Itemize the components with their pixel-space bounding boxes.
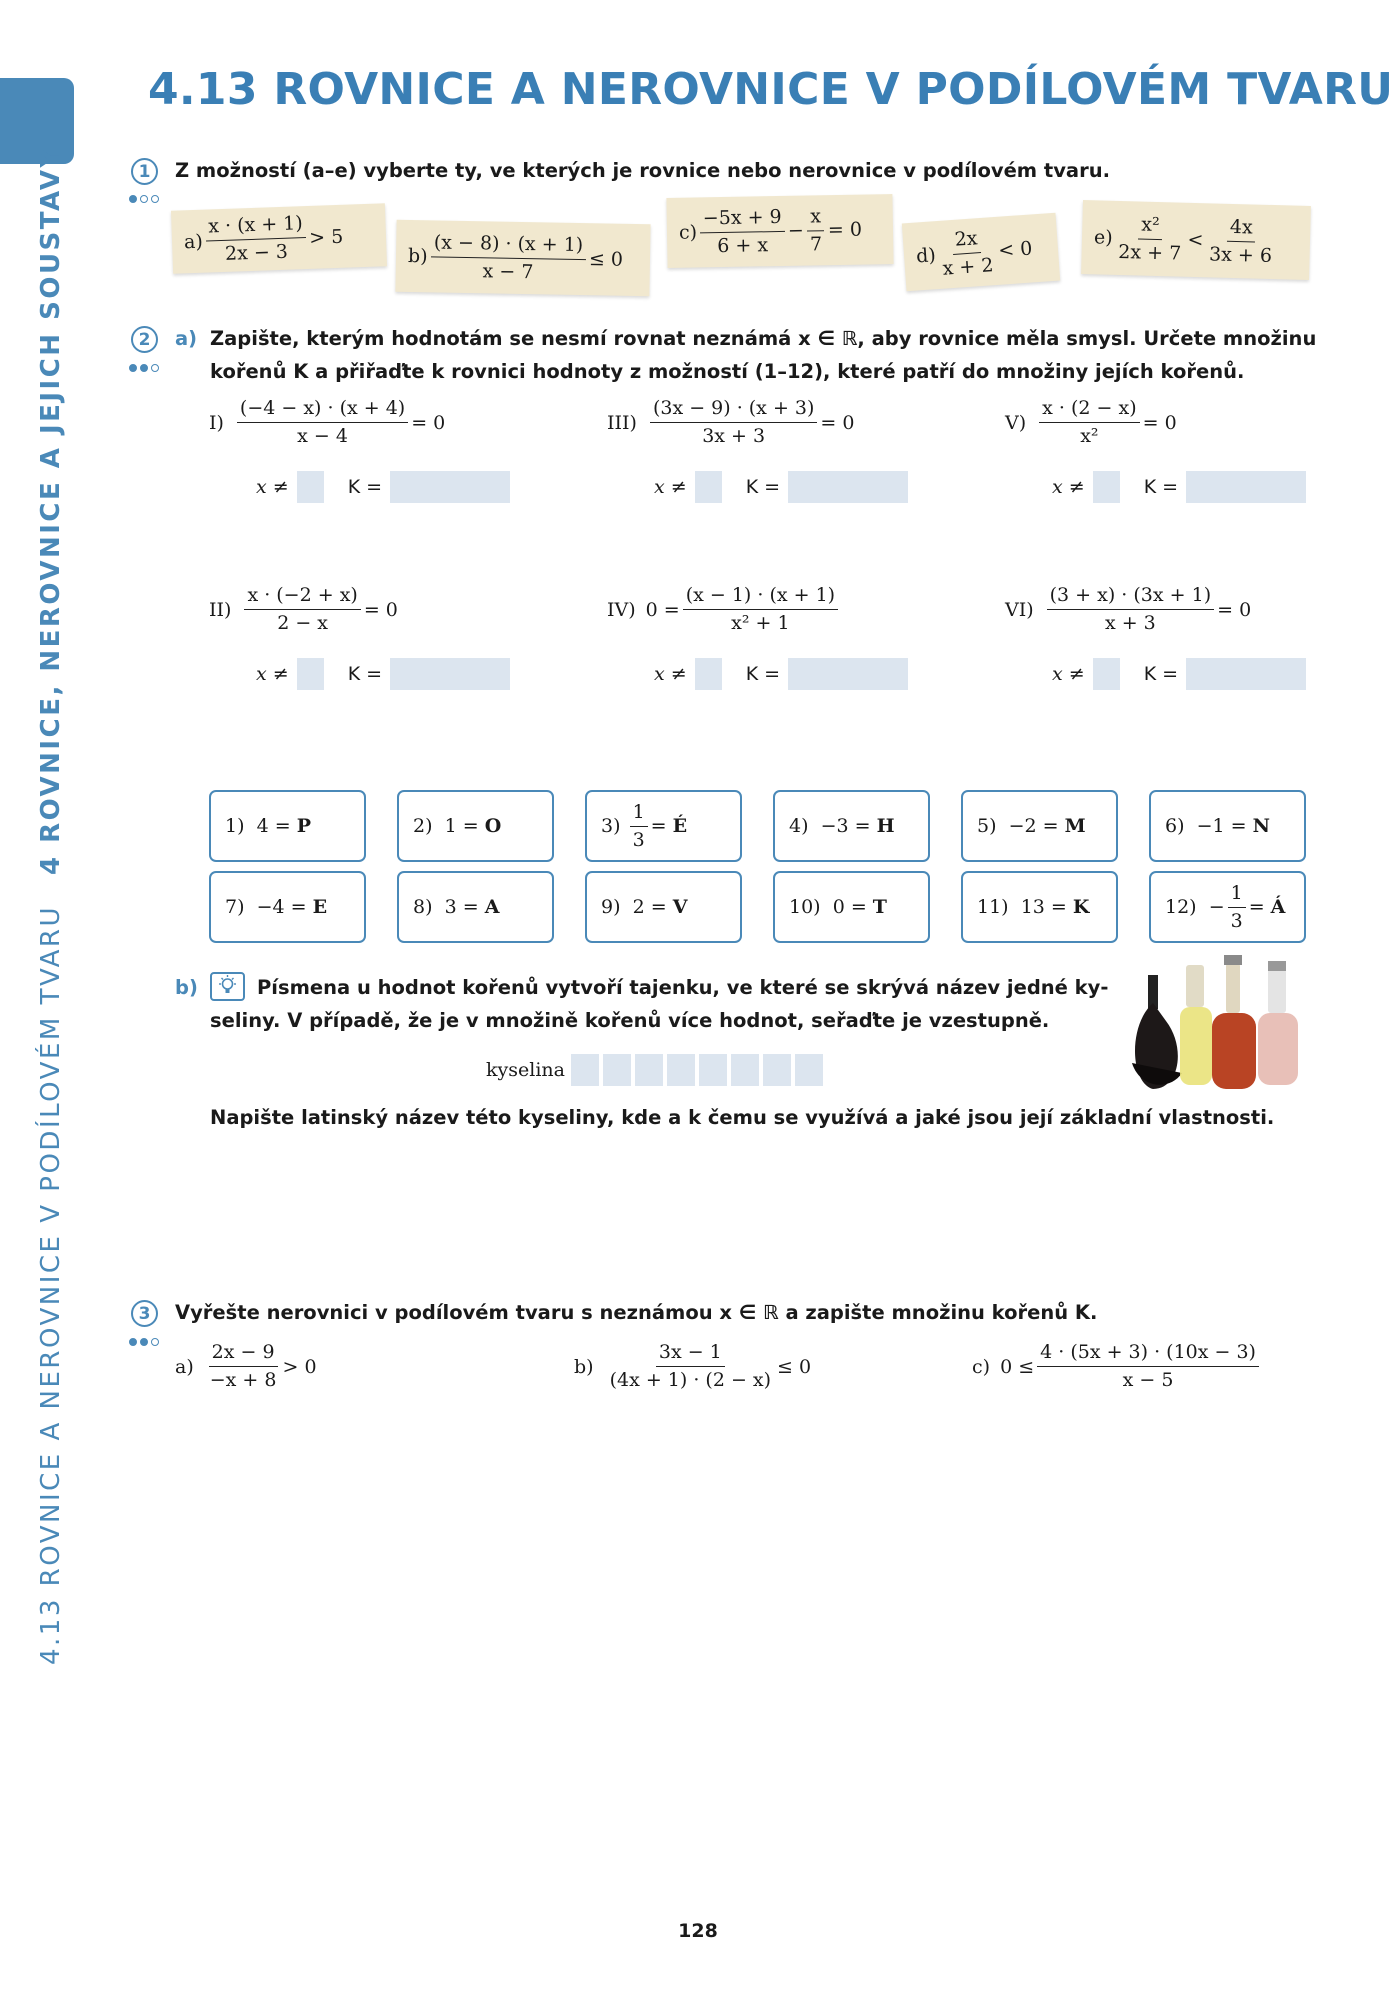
denominator: (4x + 1) · (2 − x) xyxy=(609,1369,772,1391)
option-box-1[interactable] xyxy=(209,790,366,862)
denominator: 2 − x xyxy=(277,612,329,634)
option-number: 12) xyxy=(1165,896,1197,918)
option-number: 4) xyxy=(789,815,809,837)
denominator: x + 2 xyxy=(941,253,995,280)
numerator: 2x xyxy=(951,226,982,255)
numerator: (x − 1) · (x + 1) xyxy=(683,583,838,610)
option-box-12[interactable] xyxy=(1149,871,1306,943)
difficulty-2-icon xyxy=(129,364,159,372)
root-set-input[interactable] xyxy=(788,471,908,503)
option-e-note xyxy=(1081,200,1311,280)
answer-row-I xyxy=(256,471,510,503)
option-value: = xyxy=(650,815,667,837)
denominator: 3 xyxy=(632,828,645,851)
option-number: 2) xyxy=(413,815,433,837)
numerator: x² xyxy=(1138,212,1163,240)
x-not-equal-label: x ≠ xyxy=(654,476,687,498)
numerator: 4x xyxy=(1227,214,1257,242)
option-c-note xyxy=(666,194,893,268)
answer-row-III xyxy=(654,471,908,503)
numerator: 1 xyxy=(1228,881,1246,908)
denominator: x² + 1 xyxy=(731,612,790,634)
option-number: 11) xyxy=(977,896,1009,918)
root-set-label: K = xyxy=(347,663,383,685)
numerator: x · (−2 + x) xyxy=(244,583,360,610)
option-value: 0 = xyxy=(832,896,867,918)
option-letter: É xyxy=(672,815,688,837)
part-b-label-text: b) xyxy=(175,976,198,999)
denominator: x + 3 xyxy=(1104,612,1156,634)
tajenka-label: kyselina xyxy=(486,1059,565,1081)
option-value: −4 = xyxy=(256,896,307,918)
root-set-label: K = xyxy=(347,476,383,498)
sidebar-section-number: 4.13 xyxy=(36,1597,66,1665)
inequality-b xyxy=(574,1340,811,1393)
answer-row-VI xyxy=(1052,658,1306,690)
option-number: 3) xyxy=(601,815,621,837)
operator: < xyxy=(1187,228,1204,252)
numerator: x xyxy=(807,204,824,231)
difficulty-1-icon xyxy=(129,195,159,203)
option-number: 5) xyxy=(977,815,997,837)
page-number: 128 xyxy=(678,1920,718,1942)
option-value: 2 = xyxy=(632,896,667,918)
option-letter: N xyxy=(1252,815,1270,837)
sidebar-running-head xyxy=(36,146,66,1665)
equation-IV xyxy=(607,583,841,636)
numerator: (−4 − x) · (x + 4) xyxy=(237,396,408,423)
numerator: x · (x + 1) xyxy=(205,211,306,241)
option-letter: A xyxy=(484,896,500,918)
inequality-tail: ≤ 0 xyxy=(777,1355,812,1378)
equation-III xyxy=(607,396,854,449)
part-a-label: a) xyxy=(175,327,198,350)
option-label: a) xyxy=(183,230,204,253)
option-letter: T xyxy=(872,896,887,918)
option-letter: O xyxy=(484,815,502,837)
denominator: −x + 8 xyxy=(209,1369,277,1391)
option-box-8[interactable] xyxy=(397,871,554,943)
equation-II xyxy=(209,583,398,636)
denominator: 2x − 3 xyxy=(224,240,289,265)
denominator: 2x + 7 xyxy=(1118,240,1182,265)
root-set-input[interactable] xyxy=(1186,471,1306,503)
tajenka-cell[interactable] xyxy=(763,1054,791,1086)
root-set-label: K = xyxy=(1143,663,1179,685)
option-letter: V xyxy=(672,896,688,918)
task-2a-text xyxy=(175,322,197,355)
task-1-text: Z možností (a–e) vyberte ty, ve kterých je rovnice nebo nerovnice v podílovém tvaru. xyxy=(175,159,1111,182)
option-letter: M xyxy=(1064,815,1086,837)
x-not-equal-label: x ≠ xyxy=(256,663,289,685)
sidebar-section-title: ROVNICE A NEROVNICE V PODÍLOVÉM TVARU xyxy=(36,905,66,1587)
part-b-line1: Písmena u hodnot kořenů vytvoří tajenku, ve které se skrývá název jedné ky- xyxy=(257,976,1109,999)
page-title: 4.13 ROVNICE A NEROVNICE V PODÍLOVÉM TVARU xyxy=(148,64,1394,115)
inequality-tail: > 0 xyxy=(282,1355,317,1378)
numerator: −5x + 9 xyxy=(700,204,785,232)
root-set-label: K = xyxy=(745,663,781,685)
root-set-label: K = xyxy=(1143,476,1179,498)
x-neq-input[interactable] xyxy=(695,471,722,503)
equation-V xyxy=(1005,396,1177,449)
part-b-line2: seliny. V případě, že je v množině kořenů více hodnot, seřaďte je vzestupně. xyxy=(210,1009,1050,1032)
part-b-line3: Napište latinský název této kyseliny, kde a k čemu se využívá a jaké jsou její základní vlastnosti. xyxy=(210,1106,1275,1129)
option-a-note xyxy=(171,203,387,273)
numerator: (x − 8) · (x + 1) xyxy=(431,230,587,260)
numerator: (3x − 9) · (x + 3) xyxy=(650,396,817,423)
x-neq-input[interactable] xyxy=(1093,658,1120,690)
equation-tail: = 0 xyxy=(820,411,855,434)
option-value: 4 = xyxy=(256,815,291,837)
option-letter: P xyxy=(296,815,312,837)
option-number: 1) xyxy=(225,815,245,837)
x-not-equal-label: x ≠ xyxy=(654,663,687,685)
item-label: b) xyxy=(574,1355,594,1378)
numerator: x · (2 − x) xyxy=(1039,396,1139,423)
option-tail: < 0 xyxy=(997,237,1034,262)
denominator: x² xyxy=(1080,425,1099,447)
option-tail: = 0 xyxy=(827,218,863,242)
denominator: 7 xyxy=(809,232,823,255)
option-value: 1 = xyxy=(444,815,479,837)
task-1-number: 1 xyxy=(131,158,158,185)
lightbulb-icon xyxy=(210,972,245,1001)
option-box-7[interactable] xyxy=(209,871,366,943)
answer-row-V xyxy=(1052,471,1306,503)
option-value: −2 = xyxy=(1008,815,1059,837)
denominator: x − 7 xyxy=(482,259,534,283)
answer-row-II xyxy=(256,658,510,690)
x-neq-input[interactable] xyxy=(1093,471,1120,503)
sidebar-chapter-title: 4 ROVNICE, NEROVNICE A JEJICH SOUSTAVY xyxy=(36,146,66,876)
x-not-equal-label: x ≠ xyxy=(1052,663,1085,685)
numerator: 3x − 1 xyxy=(656,1340,725,1367)
equation-tail: = 0 xyxy=(1217,598,1252,621)
numerator: 1 xyxy=(630,800,648,827)
equation-tail: = 0 xyxy=(411,411,446,434)
option-box-5[interactable] xyxy=(961,790,1118,862)
tajenka-cell[interactable] xyxy=(699,1054,727,1086)
option-box-6[interactable] xyxy=(1149,790,1306,862)
item-label: a) xyxy=(175,1355,194,1378)
x-not-equal-label: x ≠ xyxy=(256,476,289,498)
root-set-input[interactable] xyxy=(788,658,908,690)
denominator: x − 5 xyxy=(1122,1369,1174,1391)
option-tail: ≤ 0 xyxy=(588,248,624,271)
x-neq-input[interactable] xyxy=(695,658,722,690)
tajenka-cell[interactable] xyxy=(571,1054,599,1086)
option-box-9[interactable] xyxy=(585,871,742,943)
tajenka-cell[interactable] xyxy=(603,1054,631,1086)
option-number: 10) xyxy=(789,896,821,918)
option-value: −3 = xyxy=(820,815,871,837)
option-number: 7) xyxy=(225,896,245,918)
equation-label: VI) xyxy=(1005,598,1034,621)
tajenka-cell[interactable] xyxy=(635,1054,663,1086)
denominator: 3x + 3 xyxy=(702,425,766,447)
option-letter: Á xyxy=(1270,896,1286,918)
inequality-c xyxy=(972,1340,1262,1393)
numerator: 4 · (5x + 3) · (10x − 3) xyxy=(1037,1340,1259,1367)
part-b-label xyxy=(175,971,198,1004)
equation-label: V) xyxy=(1005,411,1027,434)
equation-label: III) xyxy=(607,411,637,434)
option-box-10[interactable] xyxy=(773,871,930,943)
option-tail: > 5 xyxy=(308,225,344,249)
equation-prefix: 0 = xyxy=(645,598,680,621)
option-value: 13 = xyxy=(1020,896,1067,918)
x-neq-input[interactable] xyxy=(297,658,324,690)
tajenka-cell[interactable] xyxy=(667,1054,695,1086)
option-box-4[interactable] xyxy=(773,790,930,862)
option-b-note xyxy=(395,220,650,296)
option-letter: K xyxy=(1072,896,1090,918)
x-not-equal-label: x ≠ xyxy=(1052,476,1085,498)
task-2a-line2: kořenů K a přiřaďte k rovnici hodnoty z možností (1–12), které patří do množiny jejích kořenů. xyxy=(210,360,1245,383)
x-neq-input[interactable] xyxy=(297,471,324,503)
root-set-input[interactable] xyxy=(1186,658,1306,690)
inequality-prefix: 0 ≤ xyxy=(1000,1355,1035,1378)
denominator: x − 4 xyxy=(297,425,348,447)
task-3-number: 3 xyxy=(131,1300,158,1327)
denominator: 3 xyxy=(1230,909,1243,932)
equation-I xyxy=(209,396,445,449)
task-2a-line1: Zapište, kterým hodnotám se nesmí rovnat neznámá x ∈ ℝ, aby rovnice měla smysl. Určete množinu xyxy=(210,327,1317,350)
option-label: e) xyxy=(1093,226,1113,249)
equation-tail: = 0 xyxy=(363,598,398,621)
tajenka-cell[interactable] xyxy=(795,1054,823,1086)
difficulty-3-icon xyxy=(129,1338,159,1346)
item-label: c) xyxy=(972,1355,991,1378)
root-set-input[interactable] xyxy=(390,658,510,690)
denominator: 6 + x xyxy=(717,233,769,257)
equation-label: IV) xyxy=(607,598,636,621)
option-letter: E xyxy=(312,896,328,918)
option-box-11[interactable] xyxy=(961,871,1118,943)
equation-tail: = 0 xyxy=(1142,411,1177,434)
tajenka xyxy=(486,1054,827,1086)
option-value: 3 = xyxy=(444,896,479,918)
answer-row-IV xyxy=(654,658,908,690)
task-3-text: Vyřešte nerovnici v podílovém tvaru s neznámou x ∈ ℝ a zapište množinu kořenů K. xyxy=(175,1301,1098,1324)
option-label: c) xyxy=(678,221,698,244)
option-number: 9) xyxy=(601,896,621,918)
root-set-input[interactable] xyxy=(390,471,510,503)
option-sign: − xyxy=(1208,896,1225,918)
inequality-a xyxy=(175,1340,317,1393)
option-box-2[interactable] xyxy=(397,790,554,862)
vinegar-bottles-image xyxy=(1128,955,1304,1095)
root-set-label: K = xyxy=(745,476,781,498)
option-number: 6) xyxy=(1165,815,1185,837)
option-label: d) xyxy=(915,244,937,268)
option-number: 8) xyxy=(413,896,433,918)
equation-label: I) xyxy=(209,411,224,434)
operator: − xyxy=(787,219,804,242)
numerator: 2x − 9 xyxy=(209,1340,278,1367)
option-d-note xyxy=(902,213,1060,292)
task-2-number: 2 xyxy=(131,326,158,353)
tajenka-cell[interactable] xyxy=(731,1054,759,1086)
numerator: (3 + x) · (3x + 1) xyxy=(1047,583,1214,610)
equation-VI xyxy=(1005,583,1251,636)
denominator: 3x + 6 xyxy=(1208,242,1273,267)
option-label: b) xyxy=(407,244,428,268)
equation-label: II) xyxy=(209,598,232,621)
option-box-3[interactable] xyxy=(585,790,742,862)
option-value: = xyxy=(1248,896,1265,918)
option-letter: H xyxy=(876,815,895,837)
option-value: −1 = xyxy=(1196,815,1247,837)
